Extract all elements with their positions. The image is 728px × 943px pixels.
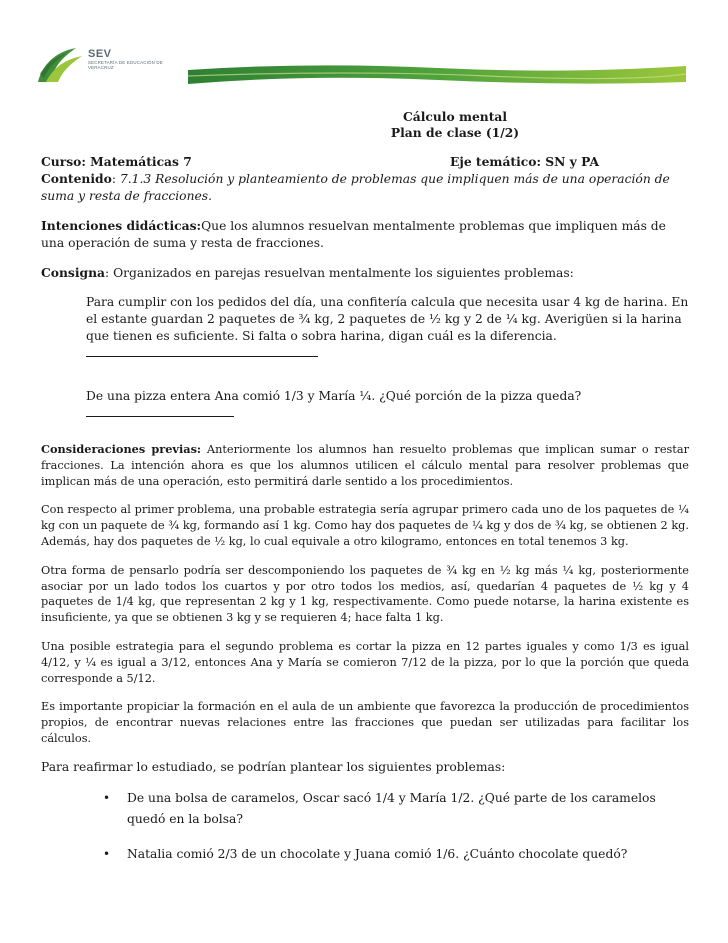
content-text: 7.1.3 Resolución y planteamiento de problemas que impliquen más de una operación de suma y resta de fracciones. [41,172,670,203]
considerations-label: Consideraciones previas: [41,442,202,456]
practice-problems-list [41,788,689,865]
lesson-plan-body [41,109,689,865]
intentions-label: Intenciones didácticas: [41,218,202,233]
title-line-1: Cálculo mental [402,109,508,124]
content-label: Contenido [41,171,112,186]
didactic-intentions [41,217,689,252]
list-item [103,788,689,830]
logo-subtitle: SECRETARÍA DE EDUCACIÓN DE VERACRUZ [88,60,163,70]
intentions-text: Que los alumnos resuelvan mentalmente problemas que impliquen más de una operación de suma y resta de fracciones. [41,219,666,250]
considerations-text: Anteriormente los alumnos han resuelto problemas que implican sumar o restar fracciones. La intención ahora es que los alumnos utilicen el cálculo mental para resolver problemas que implican más de una operación, esto permitirá darle sentido a los procedimientos. [41,443,689,488]
paragraph-4: Es importante propiciar la formación en el aula de un ambiente que favorezca la producción de procedimientos propios, de encontrar nuevas relaciones entre las fracciones que puedan ser utilizadas para facilitar los cálculos. [41,700,689,745]
list-item [103,844,689,865]
problem-1-text: Para cumplir con los pedidos del día, una confitería calcula que necesita usar 4 kg de harina. En el estante guardan 2 paquetes de ¾ kg, 2 paquetes de ½ kg y 2 de ¼ kg. Averigüen si la harina que tienen es suficiente. Si falta o sobra harina, digan cuál es la diferencia. [86,295,689,343]
paragraph-2: Otra forma de pensarlo podría ser descomponiendo los paquetes de ¾ kg en ½ kg más ¼ kg, posteriormente asociar por un lado todos los cuartos y por otro todos los medios, así, quedarían 4 paquetes de ½ kg y 4 paquetes de 1/4 kg, que representan 2 kg y 1 kg, respectivamente. Como puede notarse, la harina existente es insuficiente, ya que se obtienen 3 kg y se requieren 4; hace falta 1 kg. [41,563,689,625]
problem-1 [41,294,689,362]
header-banner-stripe [188,62,686,86]
list-item-text: De una bolsa de caramelos, Oscar sacó 1/4 y María 1/2. ¿Qué parte de los caramelos quedó en la bolsa? [127,790,656,826]
bullet-icon: • [103,790,111,805]
course-row [41,153,689,170]
problem-2 [41,388,689,422]
logo-name: SEV [88,48,112,60]
instruction [41,264,689,282]
course-label: Curso: Matemáticas 7 [41,154,192,169]
answer-blank-2[interactable] [86,406,234,417]
sev-leaf-logo-icon [36,44,86,84]
prior-considerations [41,442,689,489]
document-header [0,0,728,100]
sev-logo-text [88,49,168,70]
instruction-text: : Organizados en parejas resuelvan mentalmente los siguientes problemas: [105,266,574,280]
paragraph-3: Una posible estrategia para el segundo problema es cortar la pizza en 12 partes iguales y como 1/3 es igual 4/12, y ¼ es igual a 3/12, entonces Ana y María se comieron 7/12 de la pizza, por lo que la porción que queda corresponde a 5/12. [41,639,689,685]
paragraph-1: Con respecto al primer problema, una probable estrategia sería agrupar primero cada uno de los paquetes de ¼ kg con un paquete de ¾ kg, formando así 1 kg. Como hay dos paquetes de ¼ kg y dos de ¾ kg, se obtienen 2 kg. Además, hay dos paquetes de ½ kg, lo cual equivale a otro kilogramo, entonces en total tenemos 3 kg. [41,503,689,548]
problem-2-text: De una pizza entera Ana comió 1/3 y María ¼. ¿Qué porción de la pizza queda? [86,389,582,403]
thematic-axis: Eje temático: SN y PA [450,154,599,169]
title-line-2: Plan de clase (1/2) [390,125,520,140]
list-item-text: Natalia comió 2/3 de un chocolate y Juana comió 1/6. ¿Cuánto chocolate quedó? [127,846,628,861]
bullet-icon: • [103,846,111,861]
content-section: Contenido: 7.1.3 Resolución y planteamiento de problemas que impliquen más de una operación de suma y resta de fracciones. [41,171,670,203]
answer-blank-1[interactable] [86,346,318,357]
reinforce-intro: Para reafirmar lo estudiado, se podrían plantear los siguientes problemas: [41,759,506,774]
document-title [41,109,689,141]
instruction-label: Consigna [41,265,106,280]
